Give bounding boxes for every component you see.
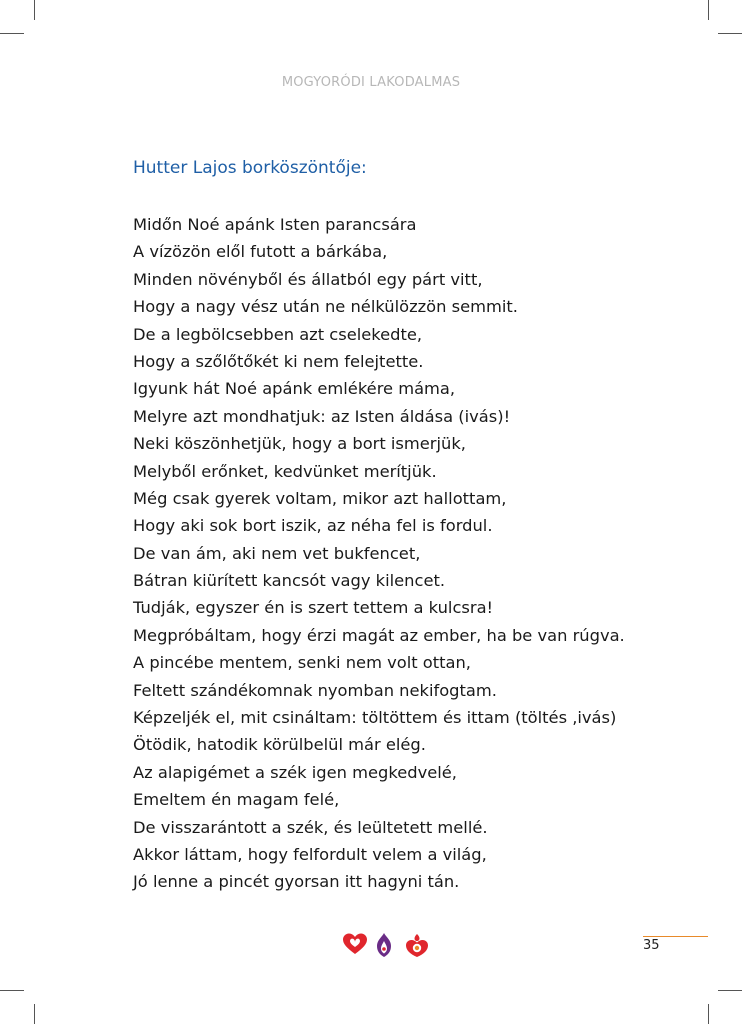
poem-line: Neki köszönhetjük, hogy a bort ismerjük, bbox=[133, 434, 466, 454]
heart-ornament-icon bbox=[342, 932, 368, 956]
folk-flower-ornament-icon bbox=[404, 932, 430, 958]
page-number-rule bbox=[643, 936, 708, 937]
tulip-ornament-icon bbox=[374, 932, 394, 958]
poem-line: Tudják, egyszer én is szert tettem a kulcsra! bbox=[133, 598, 494, 618]
poem-line: Megpróbáltam, hogy érzi magát az ember, ha be van rúgva. bbox=[133, 625, 625, 645]
poem-line: Képzeljék el, mit csináltam: töltöttem és ittam (töltés ,ivás) bbox=[133, 708, 617, 728]
crop-mark bbox=[708, 1004, 709, 1024]
poem-line: A vízözön elől futott a bárkába, bbox=[133, 242, 388, 262]
poem-line: Akkor láttam, hogy felfordult velem a világ, bbox=[133, 844, 487, 864]
poem-line: Bátran kiürített kancsót vagy kilencet. bbox=[133, 571, 446, 591]
poem-line: Midőn Noé apánk Isten parancsára bbox=[133, 215, 417, 234]
poem-line: Az alapigémet a szék igen megkedvelé, bbox=[133, 762, 457, 782]
poem-line: Ötödik, hatodik körülbelül már elég. bbox=[133, 735, 426, 755]
crop-mark bbox=[718, 990, 742, 991]
poem-line: A pincébe mentem, senki nem volt ottan, bbox=[133, 653, 471, 673]
poem-line: Feltett szándékomnak nyomban nekifogtam. bbox=[133, 680, 497, 700]
poem-line: Melyből erőnket, kedvünket merítjük. bbox=[133, 461, 437, 481]
poem-line: Hogy a nagy vész után ne nélkülözzön semmit. bbox=[133, 297, 518, 317]
poem-line: Jó lenne a pincét gyorsan itt hagyni tán. bbox=[133, 872, 460, 892]
poem-line: Emeltem én magam felé, bbox=[133, 790, 340, 810]
crop-mark bbox=[34, 1004, 35, 1024]
poem-line: De a legbölcsebben azt cselekedte, bbox=[133, 324, 423, 344]
poem-line: De van ám, aki nem vet bukfencet, bbox=[133, 543, 421, 563]
poem-line: De visszarántott a szék, és leültetett mellé. bbox=[133, 817, 488, 837]
poem-line: Melyre azt mondhatjuk: az Isten áldása (ivás)! bbox=[133, 406, 511, 426]
crop-mark bbox=[34, 0, 35, 20]
poem-line: Hogy aki sok bort iszik, az néha fel is fordul. bbox=[133, 516, 493, 536]
crop-mark bbox=[0, 990, 24, 991]
poem-line: Még csak gyerek voltam, mikor azt hallottam, bbox=[133, 488, 507, 508]
poem-title: Hutter Lajos borköszöntője: bbox=[133, 158, 367, 178]
crop-mark bbox=[708, 0, 709, 20]
poem-line: Igyunk hát Noé apánk emlékére máma, bbox=[133, 379, 456, 399]
footer-ornaments bbox=[342, 932, 432, 958]
page-number: 35 bbox=[643, 938, 660, 953]
poem-line: Hogy a szőlőtőkét ki nem felejtette. bbox=[133, 351, 424, 371]
crop-mark bbox=[0, 33, 24, 34]
poem-line: Minden növényből és állatból egy párt vitt, bbox=[133, 269, 483, 289]
crop-mark bbox=[718, 33, 742, 34]
running-head: MOGYORÓDI LAKODALMAS bbox=[281, 75, 461, 90]
poem bbox=[133, 211, 625, 896]
